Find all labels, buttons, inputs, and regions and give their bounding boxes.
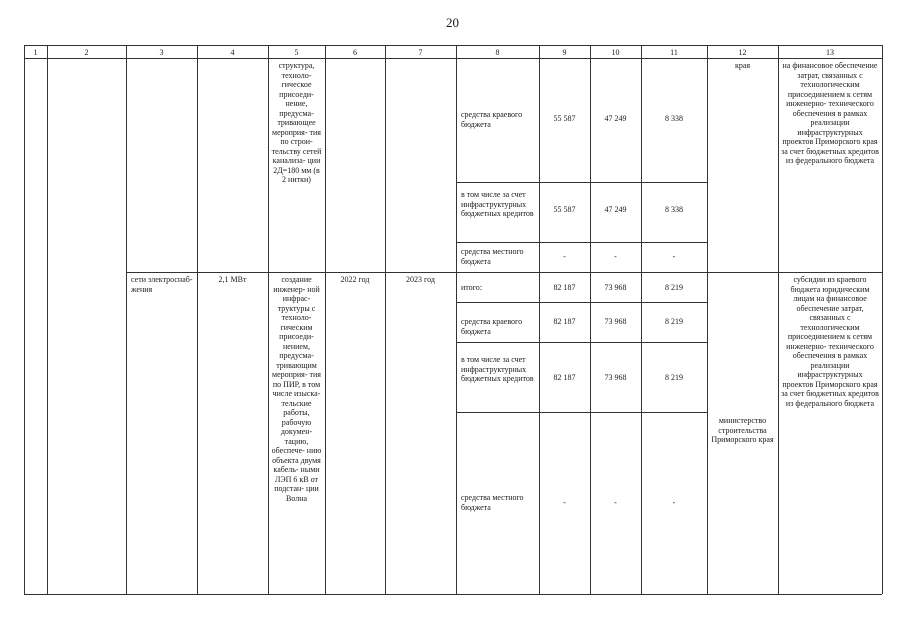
column-line xyxy=(325,45,326,594)
row-divider xyxy=(456,302,707,303)
block1-value: 8 338 xyxy=(665,114,683,123)
row-divider xyxy=(456,412,707,413)
block1-source: в том числе за счет инфраструктурных бюджетных кредитов xyxy=(461,190,534,218)
column-header: 3 xyxy=(159,48,164,57)
column-header: 5 xyxy=(294,48,299,57)
block1-value: 47 249 xyxy=(604,205,627,214)
column-header: 13 xyxy=(826,48,834,57)
column-header: 2 xyxy=(84,48,89,57)
column-line xyxy=(385,45,386,594)
column-line xyxy=(456,45,457,594)
block2-source: в том числе за счет инфраструктурных бюджетных кредитов xyxy=(461,355,534,383)
block-divider xyxy=(126,272,882,273)
column-header: 6 xyxy=(353,48,357,57)
block2-capacity: 2,1 МВт xyxy=(218,275,247,284)
block2-value: 82 187 xyxy=(553,283,576,292)
block2-purpose: субсидии из краевого бюджета юридическим лицам на финансовое обеспечение затрат, связанных с технологическим присоединением к сетям инженерно- технического обеспечения в рамках реализации инфраструктурных проектов Приморского края за счет бюджетных кредитов из федерального бюджета xyxy=(781,275,879,408)
table-bottom-border xyxy=(24,594,882,595)
block1-responsible: края xyxy=(734,61,751,70)
block1-value: 55 587 xyxy=(553,205,576,214)
block2-source: средства краевого бюджета xyxy=(461,317,523,336)
block1-source: средства краевого бюджета xyxy=(461,110,523,129)
row-divider xyxy=(456,242,707,243)
column-header: 7 xyxy=(418,48,423,57)
block2-value: 73 968 xyxy=(604,283,627,292)
block2-description: создание инженер- ной инфрас- труктуры с техноло- гическим присоеди- нением, предусма- тривающим мероприя- тия по ПИР, в том числе изыска- тельские работы, рабочую докумен- тацию, обеспече- нию объекта двумя кабель- ными ЛЭП 6 кВ от подстан- ции Волна xyxy=(271,275,322,503)
table-top-border xyxy=(24,45,882,46)
block1-source: средства местного бюджета xyxy=(461,247,524,266)
column-header: 9 xyxy=(562,48,567,57)
column-header: 12 xyxy=(738,48,747,57)
column-header: 4 xyxy=(230,48,235,57)
block2-value: 82 187 xyxy=(553,373,576,382)
block1-value: - xyxy=(672,252,676,261)
block2-value: 73 968 xyxy=(604,317,627,326)
page-number: 20 xyxy=(446,15,459,30)
block2-end-year: 2023 год xyxy=(406,275,435,284)
block1-value: 55 587 xyxy=(553,114,576,123)
block2-object: сети электроснаб- жения xyxy=(131,275,193,294)
column-line xyxy=(707,45,708,594)
block2-source: итого: xyxy=(461,283,482,292)
column-line xyxy=(882,45,883,594)
block2-value: 82 187 xyxy=(553,317,576,326)
column-header: 8 xyxy=(495,48,500,57)
block1-value: - xyxy=(614,252,617,261)
column-header: 10 xyxy=(611,48,620,57)
block2-value: 73 968 xyxy=(604,373,627,382)
block2-value: 8 219 xyxy=(665,373,683,382)
block1-purpose: на финансовое обеспечение затрат, связанных с технологическим присоединением к сетям инженерно- технического обеспечения в рамках реализации инфраструктурных проектов Приморского края за счет бюджетных кредитов из федерального бюджета xyxy=(781,61,879,165)
column-line xyxy=(47,45,48,594)
block2-value: - xyxy=(614,498,617,507)
column-line xyxy=(778,45,779,594)
block2-start-year: 2022 год xyxy=(340,275,370,284)
block2-value: - xyxy=(672,498,676,507)
column-header: 11 xyxy=(670,48,678,57)
block1-value: 8 338 xyxy=(665,205,683,214)
block2-value: 8 219 xyxy=(665,317,683,326)
block2-responsible: министерство строительства Приморского края xyxy=(711,416,774,444)
row-divider xyxy=(456,342,707,343)
column-line xyxy=(197,45,198,594)
block2-source: средства местного бюджета xyxy=(461,493,524,512)
column-line xyxy=(268,45,269,594)
row-divider xyxy=(456,182,707,183)
block2-value: - xyxy=(563,498,566,507)
column-line xyxy=(126,45,127,594)
block2-value: 8 219 xyxy=(665,283,683,292)
block1-description: структура, техноло- гическое присоеди- нение, предусма- тривающее мероприя- тия по строи- тельству сетей канализа- ции 2Д=180 мм (в 2 нитки) xyxy=(271,61,322,184)
column-line xyxy=(24,45,25,594)
block1-value: - xyxy=(563,252,566,261)
column-header: 1 xyxy=(33,48,38,57)
block1-value: 47 249 xyxy=(604,114,627,123)
